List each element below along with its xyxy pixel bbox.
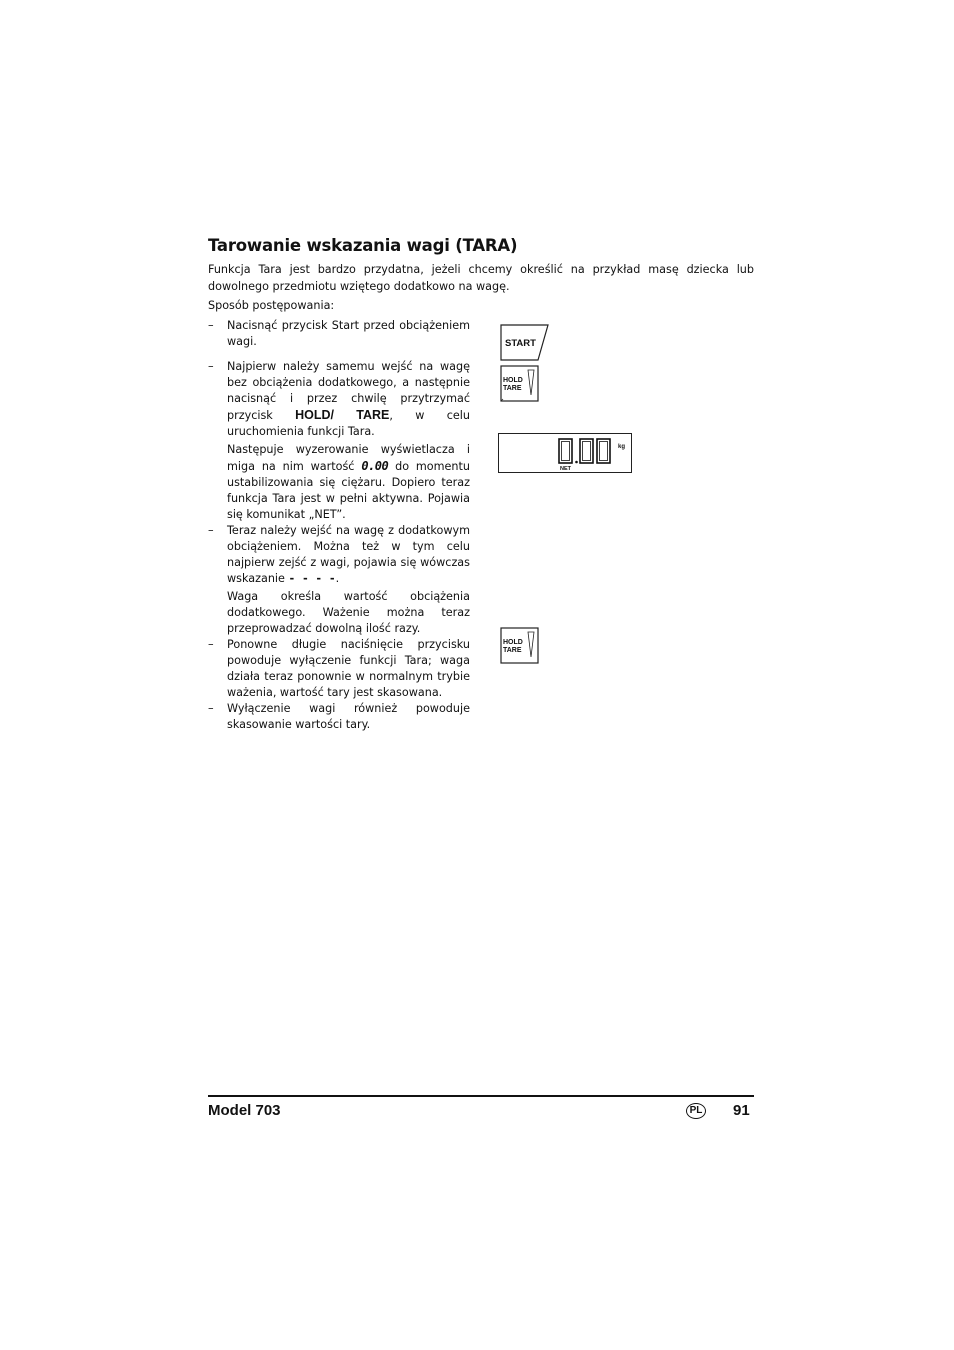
start-key-label: START: [505, 338, 536, 349]
step-2-text-start: Najpierw należy samemu wejść na wagę bez obciążenia dodatkowego, a następnie nacisnąć i przez chwilę przytrzymać przycisk: [227, 360, 470, 422]
step-dash: –: [208, 638, 214, 651]
step-4-text: Ponowne długie naciśnięcie przycisku powoduje wyłączenie funkcji Tara; waga działa teraz ponownie w normalnym trybie ważenia, wartość tary jest skasowana.: [227, 638, 470, 699]
language-badge: PL: [686, 1103, 706, 1119]
tare-label: TARE: [503, 385, 522, 392]
display-value-inline: 0.00: [361, 459, 389, 473]
step-dash: –: [208, 702, 214, 715]
step-2-followup-start: Następuje wyzerowanie wyświetlacza i miga na nim wartość: [227, 443, 470, 473]
step-dash: –: [208, 360, 214, 373]
display-unit: kg: [618, 444, 626, 450]
section-title: Tarowanie wskazania wagi (TARA): [208, 236, 518, 255]
procedure-label: Sposób postępowania:: [208, 299, 335, 312]
tare-label: TARE: [503, 647, 522, 654]
step-4: [208, 637, 470, 701]
start-key-icon: [500, 324, 550, 362]
hold-label: HOLD: [503, 639, 523, 646]
step-2-followup-end: do momentu ustabilizowania się ciężaru. Dopiero teraz funkcja Tara jest w pełni aktywna. Pojawia się komunikat „NET”.: [227, 460, 470, 521]
step-3-followup: Waga określa wartość obciążenia dodatkowego. Ważenie można teraz przeprowadzać dowolną ilość razy.: [227, 590, 470, 635]
steps-list: [208, 318, 470, 733]
step-1: [208, 318, 470, 350]
hold-tare-key-name: HOLD/ TARE: [295, 408, 390, 422]
hold-tare-key-icon: [500, 365, 540, 403]
intro-paragraph: Funkcja Tara jest bardzo przydatna, jeżeli chcemy określić na przykład masę dziecka lub dowolnego przedmiotu wziętego dodatkowo na wagę.: [208, 263, 754, 293]
display-net-indicator: NET: [560, 466, 571, 472]
scale-display-icon: [498, 433, 632, 473]
step-3-text-end: .: [335, 572, 340, 585]
step-5-text: Wyłączenie wagi również powoduje skasowanie wartości tary.: [227, 702, 470, 731]
hold-tare-key-icon: [500, 627, 540, 665]
hold-label: HOLD: [503, 377, 523, 384]
step-2: [208, 359, 470, 523]
step-2-text: [227, 359, 470, 440]
step-3-text: [227, 523, 470, 587]
footer-model: Model 703: [208, 1102, 281, 1119]
page-number: 91: [733, 1102, 750, 1119]
footer-divider: [208, 1095, 754, 1097]
step-2-text-end: , w celu uruchomienia funkcji Tara.: [227, 409, 470, 438]
step-3-text-start: Teraz należy wejść na wagę z dodatkowym obciążeniem. Można też w tym celu najpierw zejść z wagi, pojawia się wówczas wskazanie: [227, 524, 470, 585]
step-dash: –: [208, 524, 214, 537]
display-digits: [559, 439, 610, 463]
step-2-followup: [227, 442, 470, 523]
step-3: [208, 523, 470, 637]
display-dashes-inline: - - - -: [288, 572, 336, 585]
step-dash: –: [208, 319, 214, 332]
step-5: [208, 701, 470, 733]
step-1-text: Nacisnąć przycisk Start przed obciążeniem wagi.: [227, 319, 470, 348]
